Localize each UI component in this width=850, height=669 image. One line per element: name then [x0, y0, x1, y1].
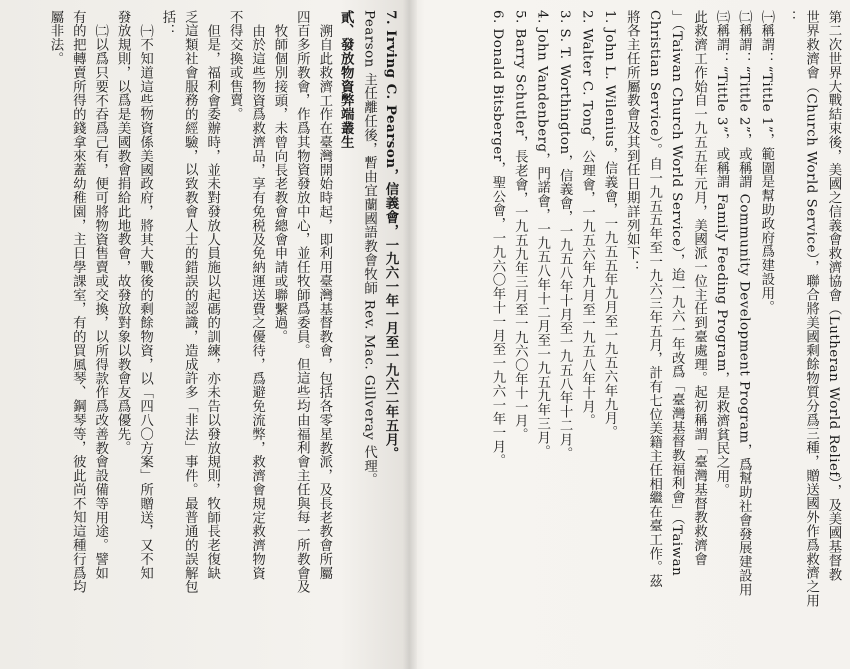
text-line: ㈢稱謂：“Tittle 3”，或稱謂 Family Feeding Program，是救濟貧民之用。: [713, 10, 729, 497]
text-line: 2. Walter C. Tong，公理會，一九五六年九月至一九五八年十月。: [579, 10, 595, 428]
text-line: 有的把轉賣所得的錢拿來蓋幼稚園，主日學課室，有的買風琴、鋼琴等，彼此尚不知這種行爲均: [70, 10, 86, 594]
text-line: 4. John Vandenberg，門諾會，一九五八年十二月至一九五九年三月。: [534, 10, 550, 459]
text-line: 第二次世界大戰結束後，美國之信義會救濟協會（Lutheran World Relief），及美國基督教: [826, 10, 841, 582]
right-page-text: [420, 10, 844, 660]
text-line: 溯自此救濟工作在臺灣開始時起，即利用臺灣基督教會，包括各零星教派，及長老教會所屬: [316, 24, 332, 580]
text-line: 乏這類社會服務的經驗，以致教會人士的錯誤的認識，造成許多「非法」事件。最普通的誤解包: [182, 10, 198, 594]
text-line: 屬非法。: [47, 10, 63, 66]
text-line: Pearson 主任離任後，暫由宜蘭國語教會牧師 Rev. Mac. Gillveray 代理。: [361, 10, 377, 487]
text-line: 由於這些物資爲救濟品，享有免税及免納運送費之優待，爲避免流弊，救濟會規定救濟物資: [249, 24, 265, 580]
text-line: ㈠稱謂：“Tittle 1”，範圍是幫助政府爲建設用。: [758, 10, 774, 314]
left-page-text: [4, 10, 402, 660]
text-line: 牧師個別接頭，未曾向長老教會總會申請或聯繫過。: [271, 24, 287, 344]
text-line: 括：: [159, 10, 175, 38]
text-line: ㈡稱謂：“Tittle 2”，或稱謂 Community Development Program，爲幫助社會發展建設用: [736, 10, 752, 597]
text-line: 」（Taiwan Church World Service），迨一九六一年改爲「臺灣基督教福利會」（Taiwan: [669, 10, 685, 577]
text-line: ：: [781, 10, 797, 24]
text-line: 不得交換或售賣。: [227, 10, 243, 122]
text-line: 此救濟工作始自一九五五年元月，美國派一位主任到臺處理。起初稱謂「臺灣基督教救濟會: [691, 10, 707, 566]
text-line: Christian Service）。自一九五五年至一九六三年五月，計有七位美籍主任相繼在臺工作。茲: [646, 10, 662, 589]
text-line: ㈡以爲只要不吞爲己有，便可將物資售賣或交換，以所得款作爲改善教會設備等用途。譬如: [92, 24, 108, 580]
text-line: 貳、發放物資弊端叢生: [338, 10, 355, 149]
text-line: 5. Barry Schutler，長老會，一九五九年三月至一九六〇年十一月。: [512, 10, 528, 442]
text-line: 將各主任所屬教會及其到任日期詳列如下：: [624, 10, 640, 275]
text-line: ㈠不知道這些物資係美國政府，將其大戰後的剩餘物資，以「四八〇方案」所贈送，又不知: [137, 24, 153, 580]
text-line: 四百多所教會，作爲其物資發放中心，並任牧師爲委員。但這些均由福利會主任與每一所教會及: [294, 10, 310, 594]
text-line: 7. Irving C. Pearson，信義會，一九六一年一月至一九六二年五月。: [383, 10, 399, 461]
text-line: 但是，福利會委辦時，並未對發放人員施以起碼的訓練，亦未告以發放規則，牧師長老復缺: [204, 24, 220, 580]
right-page: [420, 10, 844, 660]
text-line: 6. Donald Bitsberger，聖公會，一九六〇年十一月至一九六一年一月。: [489, 10, 505, 468]
text-line: 3. S. T. Worthington，信義會，一九五八年十月至一九五八年十二月。: [557, 10, 573, 461]
book-gutter: [403, 0, 417, 669]
text-line: 世界救濟會（Church World Service），聯合將美國剩餘物質分爲三種，贈送國外作爲救濟之用: [803, 10, 819, 608]
text-line: 1. John L. Wilenius，信義會，一九五五年九月至一九五六年九月。: [601, 10, 617, 440]
left-page: [4, 10, 402, 660]
text-line: 發放規則，以爲是美國教會捐給此地教會，故發放對象以教會友爲優先。: [115, 10, 131, 455]
